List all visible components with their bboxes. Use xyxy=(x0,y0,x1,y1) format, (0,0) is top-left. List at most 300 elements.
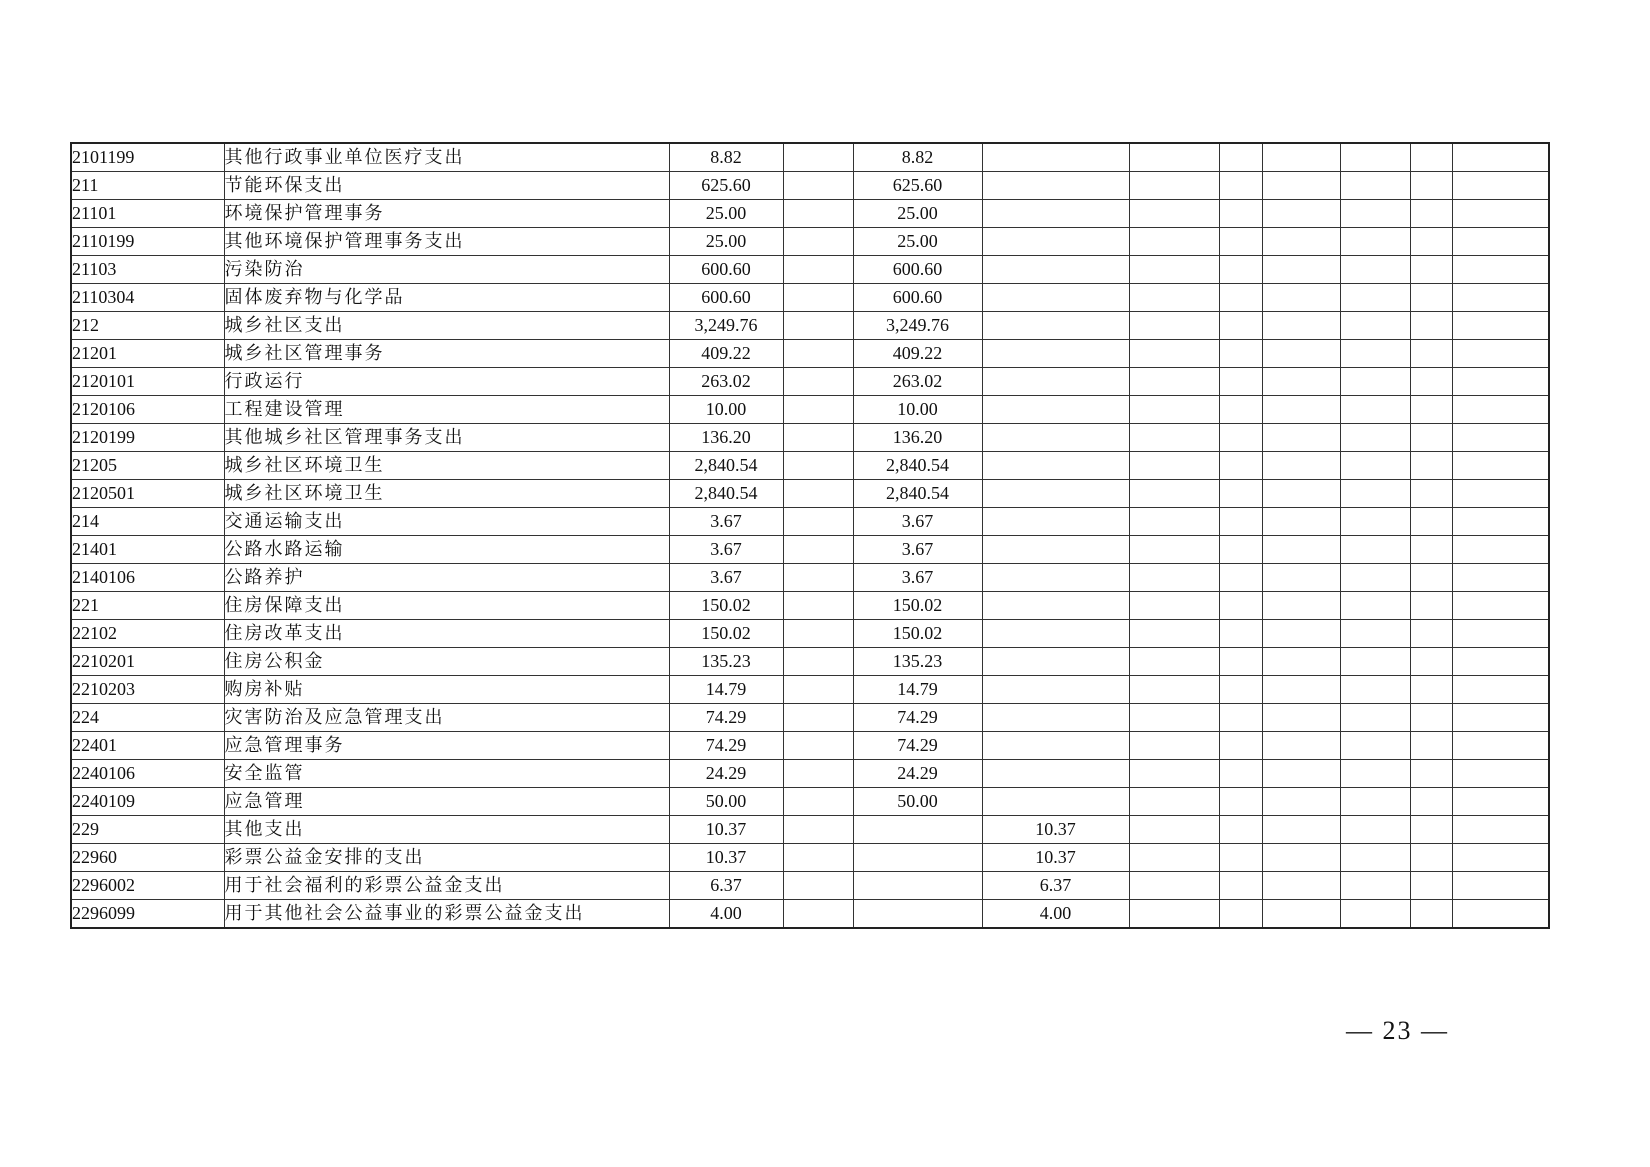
empty-cell xyxy=(1129,564,1219,592)
empty-cell xyxy=(1452,284,1549,312)
empty-cell xyxy=(1410,368,1452,396)
fund-budget-cell xyxy=(982,508,1129,536)
empty-cell xyxy=(1452,172,1549,200)
empty-cell xyxy=(1219,424,1262,452)
subject-name-cell: 城乡社区环境卫生 xyxy=(224,452,669,480)
empty-cell xyxy=(1410,900,1452,929)
empty-cell xyxy=(1219,844,1262,872)
empty-cell xyxy=(1219,340,1262,368)
total-amount-cell: 3.67 xyxy=(669,564,783,592)
subject-name-cell: 用于社会福利的彩票公益金支出 xyxy=(224,872,669,900)
fund-budget-cell xyxy=(982,760,1129,788)
empty-cell xyxy=(1219,648,1262,676)
empty-cell xyxy=(1262,284,1340,312)
empty-cell xyxy=(1219,284,1262,312)
empty-cell xyxy=(1340,900,1410,929)
subject-code-cell: 2120106 xyxy=(71,396,224,424)
empty-cell xyxy=(1340,592,1410,620)
empty-cell xyxy=(1452,312,1549,340)
empty-cell xyxy=(1452,564,1549,592)
total-amount-cell: 14.79 xyxy=(669,676,783,704)
empty-cell xyxy=(1129,760,1219,788)
total-amount-cell: 2,840.54 xyxy=(669,452,783,480)
table-row xyxy=(71,424,1549,452)
subject-name-cell: 其他支出 xyxy=(224,816,669,844)
total-amount-cell: 74.29 xyxy=(669,732,783,760)
empty-cell xyxy=(1219,592,1262,620)
table-row xyxy=(71,816,1549,844)
general-budget-cell: 74.29 xyxy=(853,732,982,760)
table-row xyxy=(71,396,1549,424)
amount-cell xyxy=(783,172,853,200)
subject-code-cell: 224 xyxy=(71,704,224,732)
subject-code-cell: 22960 xyxy=(71,844,224,872)
fund-budget-cell xyxy=(982,592,1129,620)
subject-name-cell: 安全监管 xyxy=(224,760,669,788)
amount-cell xyxy=(783,676,853,704)
empty-cell xyxy=(1262,200,1340,228)
empty-cell xyxy=(1262,900,1340,929)
amount-cell xyxy=(783,508,853,536)
empty-cell xyxy=(1262,452,1340,480)
table-row xyxy=(71,256,1549,284)
empty-cell xyxy=(1410,872,1452,900)
amount-cell xyxy=(783,480,853,508)
amount-cell xyxy=(783,564,853,592)
empty-cell xyxy=(1410,676,1452,704)
fund-budget-cell xyxy=(982,340,1129,368)
empty-cell xyxy=(1410,143,1452,172)
empty-cell xyxy=(1452,676,1549,704)
table-row xyxy=(71,844,1549,872)
fund-budget-cell: 10.37 xyxy=(982,816,1129,844)
empty-cell xyxy=(1452,424,1549,452)
total-amount-cell: 50.00 xyxy=(669,788,783,816)
amount-cell xyxy=(783,312,853,340)
empty-cell xyxy=(1452,536,1549,564)
general-budget-cell: 3,249.76 xyxy=(853,312,982,340)
general-budget-cell: 263.02 xyxy=(853,368,982,396)
empty-cell xyxy=(1410,256,1452,284)
subject-code-cell: 21101 xyxy=(71,200,224,228)
subject-code-cell: 21103 xyxy=(71,256,224,284)
subject-code-cell: 2240106 xyxy=(71,760,224,788)
general-budget-cell: 10.00 xyxy=(853,396,982,424)
empty-cell xyxy=(1410,480,1452,508)
empty-cell xyxy=(1340,228,1410,256)
empty-cell xyxy=(1219,508,1262,536)
table-row xyxy=(71,788,1549,816)
empty-cell xyxy=(1219,452,1262,480)
empty-cell xyxy=(1452,900,1549,929)
subject-name-cell: 环境保护管理事务 xyxy=(224,200,669,228)
empty-cell xyxy=(1262,872,1340,900)
empty-cell xyxy=(1452,844,1549,872)
empty-cell xyxy=(1219,760,1262,788)
amount-cell xyxy=(783,648,853,676)
table-row xyxy=(71,900,1549,929)
general-budget-cell xyxy=(853,844,982,872)
table-body xyxy=(71,143,1549,928)
empty-cell xyxy=(1340,340,1410,368)
empty-cell xyxy=(1262,508,1340,536)
amount-cell xyxy=(783,704,853,732)
empty-cell xyxy=(1129,312,1219,340)
subject-code-cell: 2120501 xyxy=(71,480,224,508)
empty-cell xyxy=(1262,676,1340,704)
empty-cell xyxy=(1129,704,1219,732)
general-budget-cell: 600.60 xyxy=(853,284,982,312)
page-number: — 23 — xyxy=(1346,1016,1449,1045)
empty-cell xyxy=(1452,340,1549,368)
fund-budget-cell xyxy=(982,704,1129,732)
empty-cell xyxy=(1340,368,1410,396)
subject-name-cell: 城乡社区管理事务 xyxy=(224,340,669,368)
fund-budget-cell xyxy=(982,424,1129,452)
amount-cell xyxy=(783,143,853,172)
total-amount-cell: 409.22 xyxy=(669,340,783,368)
general-budget-cell: 625.60 xyxy=(853,172,982,200)
empty-cell xyxy=(1219,172,1262,200)
subject-code-cell: 211 xyxy=(71,172,224,200)
table-row xyxy=(71,312,1549,340)
amount-cell xyxy=(783,592,853,620)
empty-cell xyxy=(1410,704,1452,732)
empty-cell xyxy=(1410,340,1452,368)
general-budget-cell: 150.02 xyxy=(853,592,982,620)
general-budget-cell: 150.02 xyxy=(853,620,982,648)
empty-cell xyxy=(1129,143,1219,172)
empty-cell xyxy=(1129,844,1219,872)
empty-cell xyxy=(1262,592,1340,620)
empty-cell xyxy=(1340,312,1410,340)
empty-cell xyxy=(1410,452,1452,480)
empty-cell xyxy=(1410,312,1452,340)
empty-cell xyxy=(1262,732,1340,760)
empty-cell xyxy=(1410,200,1452,228)
general-budget-cell: 25.00 xyxy=(853,228,982,256)
empty-cell xyxy=(1129,172,1219,200)
total-amount-cell: 8.82 xyxy=(669,143,783,172)
empty-cell xyxy=(1262,620,1340,648)
empty-cell xyxy=(1452,256,1549,284)
fund-budget-cell xyxy=(982,788,1129,816)
total-amount-cell: 150.02 xyxy=(669,620,783,648)
general-budget-cell: 136.20 xyxy=(853,424,982,452)
subject-name-cell: 节能环保支出 xyxy=(224,172,669,200)
empty-cell xyxy=(1340,816,1410,844)
empty-cell xyxy=(1262,844,1340,872)
empty-cell xyxy=(1129,228,1219,256)
subject-code-cell: 2120199 xyxy=(71,424,224,452)
empty-cell xyxy=(1129,368,1219,396)
subject-code-cell: 2296002 xyxy=(71,872,224,900)
table-row xyxy=(71,592,1549,620)
general-budget-cell: 135.23 xyxy=(853,648,982,676)
amount-cell xyxy=(783,396,853,424)
empty-cell xyxy=(1410,564,1452,592)
empty-cell xyxy=(1452,480,1549,508)
empty-cell xyxy=(1129,200,1219,228)
subject-code-cell: 2210203 xyxy=(71,676,224,704)
empty-cell xyxy=(1410,284,1452,312)
subject-code-cell: 221 xyxy=(71,592,224,620)
subject-name-cell: 城乡社区支出 xyxy=(224,312,669,340)
empty-cell xyxy=(1340,200,1410,228)
empty-cell xyxy=(1340,424,1410,452)
empty-cell xyxy=(1452,788,1549,816)
empty-cell xyxy=(1262,172,1340,200)
general-budget-cell: 50.00 xyxy=(853,788,982,816)
table-row xyxy=(71,368,1549,396)
general-budget-cell: 600.60 xyxy=(853,256,982,284)
empty-cell xyxy=(1452,760,1549,788)
empty-cell xyxy=(1410,648,1452,676)
amount-cell xyxy=(783,620,853,648)
empty-cell xyxy=(1129,788,1219,816)
general-budget-cell: 2,840.54 xyxy=(853,452,982,480)
subject-code-cell: 21401 xyxy=(71,536,224,564)
subject-code-cell: 2120101 xyxy=(71,368,224,396)
general-budget-cell: 3.67 xyxy=(853,536,982,564)
subject-code-cell: 229 xyxy=(71,816,224,844)
subject-name-cell: 污染防治 xyxy=(224,256,669,284)
empty-cell xyxy=(1262,564,1340,592)
empty-cell xyxy=(1219,228,1262,256)
general-budget-cell: 3.67 xyxy=(853,508,982,536)
empty-cell xyxy=(1452,368,1549,396)
amount-cell xyxy=(783,200,853,228)
amount-cell xyxy=(783,536,853,564)
subject-name-cell: 应急管理 xyxy=(224,788,669,816)
total-amount-cell: 625.60 xyxy=(669,172,783,200)
fund-budget-cell xyxy=(982,172,1129,200)
fund-budget-cell xyxy=(982,732,1129,760)
general-budget-cell xyxy=(853,816,982,844)
general-budget-cell: 74.29 xyxy=(853,704,982,732)
table-row xyxy=(71,732,1549,760)
table-row xyxy=(71,284,1549,312)
total-amount-cell: 3,249.76 xyxy=(669,312,783,340)
general-budget-cell: 8.82 xyxy=(853,143,982,172)
empty-cell xyxy=(1410,620,1452,648)
table-row xyxy=(71,536,1549,564)
empty-cell xyxy=(1219,620,1262,648)
amount-cell xyxy=(783,900,853,929)
general-budget-cell: 24.29 xyxy=(853,760,982,788)
subject-name-cell: 购房补贴 xyxy=(224,676,669,704)
fund-budget-cell xyxy=(982,200,1129,228)
empty-cell xyxy=(1129,592,1219,620)
fund-budget-cell xyxy=(982,536,1129,564)
empty-cell xyxy=(1129,256,1219,284)
amount-cell xyxy=(783,452,853,480)
subject-name-cell: 交通运输支出 xyxy=(224,508,669,536)
fund-budget-cell xyxy=(982,256,1129,284)
empty-cell xyxy=(1219,900,1262,929)
empty-cell xyxy=(1452,508,1549,536)
fund-budget-cell xyxy=(982,396,1129,424)
empty-cell xyxy=(1219,480,1262,508)
empty-cell xyxy=(1340,760,1410,788)
empty-cell xyxy=(1129,676,1219,704)
subject-code-cell: 2296099 xyxy=(71,900,224,929)
empty-cell xyxy=(1129,452,1219,480)
table-row xyxy=(71,704,1549,732)
empty-cell xyxy=(1340,172,1410,200)
empty-cell xyxy=(1452,396,1549,424)
empty-cell xyxy=(1410,844,1452,872)
amount-cell xyxy=(783,368,853,396)
empty-cell xyxy=(1129,620,1219,648)
total-amount-cell: 25.00 xyxy=(669,200,783,228)
empty-cell xyxy=(1262,368,1340,396)
empty-cell xyxy=(1262,424,1340,452)
subject-code-cell: 21201 xyxy=(71,340,224,368)
subject-code-cell: 22102 xyxy=(71,620,224,648)
table-row xyxy=(71,200,1549,228)
empty-cell xyxy=(1129,732,1219,760)
empty-cell xyxy=(1410,424,1452,452)
empty-cell xyxy=(1452,872,1549,900)
empty-cell xyxy=(1410,228,1452,256)
amount-cell xyxy=(783,844,853,872)
general-budget-cell: 25.00 xyxy=(853,200,982,228)
empty-cell xyxy=(1410,396,1452,424)
amount-cell xyxy=(783,424,853,452)
empty-cell xyxy=(1219,704,1262,732)
empty-cell xyxy=(1129,284,1219,312)
empty-cell xyxy=(1129,872,1219,900)
empty-cell xyxy=(1410,788,1452,816)
subject-code-cell: 2110199 xyxy=(71,228,224,256)
empty-cell xyxy=(1340,704,1410,732)
table-row xyxy=(71,760,1549,788)
amount-cell xyxy=(783,760,853,788)
table-row xyxy=(71,480,1549,508)
empty-cell xyxy=(1262,312,1340,340)
empty-cell xyxy=(1410,172,1452,200)
empty-cell xyxy=(1262,480,1340,508)
empty-cell xyxy=(1340,844,1410,872)
subject-name-cell: 灾害防治及应急管理支出 xyxy=(224,704,669,732)
empty-cell xyxy=(1340,676,1410,704)
empty-cell xyxy=(1452,143,1549,172)
budget-table xyxy=(70,142,1550,929)
empty-cell xyxy=(1410,732,1452,760)
table-row xyxy=(71,228,1549,256)
empty-cell xyxy=(1219,368,1262,396)
general-budget-cell: 3.67 xyxy=(853,564,982,592)
amount-cell xyxy=(783,340,853,368)
empty-cell xyxy=(1262,704,1340,732)
empty-cell xyxy=(1219,396,1262,424)
empty-cell xyxy=(1262,816,1340,844)
total-amount-cell: 10.37 xyxy=(669,844,783,872)
empty-cell xyxy=(1129,340,1219,368)
empty-cell xyxy=(1262,228,1340,256)
subject-name-cell: 住房改革支出 xyxy=(224,620,669,648)
total-amount-cell: 263.02 xyxy=(669,368,783,396)
empty-cell xyxy=(1262,143,1340,172)
total-amount-cell: 135.23 xyxy=(669,648,783,676)
general-budget-cell: 2,840.54 xyxy=(853,480,982,508)
subject-name-cell: 彩票公益金安排的支出 xyxy=(224,844,669,872)
empty-cell xyxy=(1219,536,1262,564)
total-amount-cell: 24.29 xyxy=(669,760,783,788)
general-budget-cell: 409.22 xyxy=(853,340,982,368)
empty-cell xyxy=(1262,648,1340,676)
subject-code-cell: 2140106 xyxy=(71,564,224,592)
table-row xyxy=(71,872,1549,900)
empty-cell xyxy=(1410,592,1452,620)
empty-cell xyxy=(1129,424,1219,452)
empty-cell xyxy=(1340,536,1410,564)
empty-cell xyxy=(1129,816,1219,844)
empty-cell xyxy=(1219,732,1262,760)
subject-code-cell: 212 xyxy=(71,312,224,340)
empty-cell xyxy=(1129,648,1219,676)
fund-budget-cell xyxy=(982,143,1129,172)
subject-name-cell: 其他环境保护管理事务支出 xyxy=(224,228,669,256)
empty-cell xyxy=(1219,256,1262,284)
empty-cell xyxy=(1219,676,1262,704)
subject-code-cell: 2210201 xyxy=(71,648,224,676)
fund-budget-cell xyxy=(982,284,1129,312)
empty-cell xyxy=(1262,340,1340,368)
empty-cell xyxy=(1219,872,1262,900)
general-budget-cell: 14.79 xyxy=(853,676,982,704)
table-row xyxy=(71,172,1549,200)
subject-name-cell: 住房保障支出 xyxy=(224,592,669,620)
empty-cell xyxy=(1340,396,1410,424)
table-row xyxy=(71,676,1549,704)
empty-cell xyxy=(1452,200,1549,228)
empty-cell xyxy=(1340,620,1410,648)
empty-cell xyxy=(1129,480,1219,508)
empty-cell xyxy=(1410,536,1452,564)
subject-name-cell: 城乡社区环境卫生 xyxy=(224,480,669,508)
fund-budget-cell xyxy=(982,676,1129,704)
fund-budget-cell: 10.37 xyxy=(982,844,1129,872)
amount-cell xyxy=(783,228,853,256)
empty-cell xyxy=(1219,200,1262,228)
subject-name-cell: 住房公积金 xyxy=(224,648,669,676)
empty-cell xyxy=(1340,508,1410,536)
empty-cell xyxy=(1340,648,1410,676)
empty-cell xyxy=(1452,704,1549,732)
fund-budget-cell xyxy=(982,368,1129,396)
total-amount-cell: 4.00 xyxy=(669,900,783,929)
subject-code-cell: 21205 xyxy=(71,452,224,480)
total-amount-cell: 74.29 xyxy=(669,704,783,732)
total-amount-cell: 600.60 xyxy=(669,284,783,312)
total-amount-cell: 600.60 xyxy=(669,256,783,284)
fund-budget-cell xyxy=(982,564,1129,592)
total-amount-cell: 3.67 xyxy=(669,536,783,564)
empty-cell xyxy=(1410,760,1452,788)
subject-name-cell: 用于其他社会公益事业的彩票公益金支出 xyxy=(224,900,669,929)
subject-name-cell: 行政运行 xyxy=(224,368,669,396)
subject-name-cell: 其他城乡社区管理事务支出 xyxy=(224,424,669,452)
general-budget-cell xyxy=(853,900,982,929)
subject-code-cell: 2240109 xyxy=(71,788,224,816)
total-amount-cell: 3.67 xyxy=(669,508,783,536)
table-row xyxy=(71,508,1549,536)
empty-cell xyxy=(1452,732,1549,760)
total-amount-cell: 10.00 xyxy=(669,396,783,424)
total-amount-cell: 25.00 xyxy=(669,228,783,256)
